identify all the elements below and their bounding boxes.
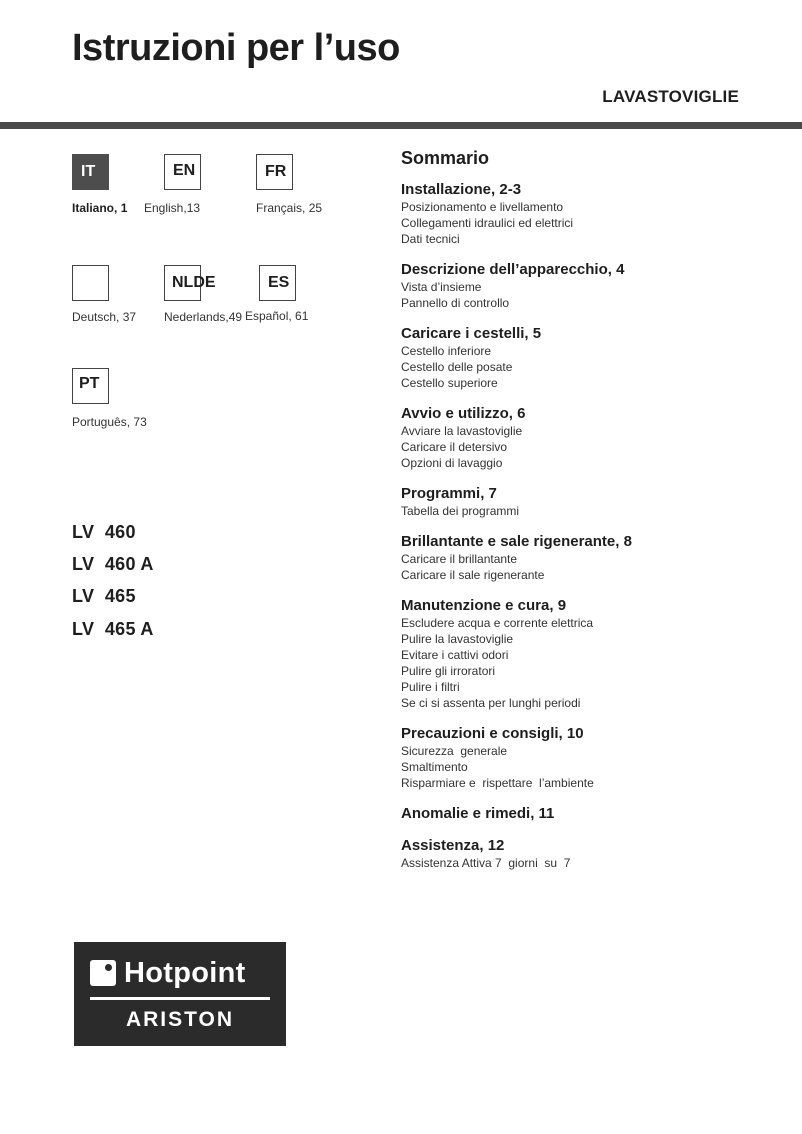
toc-item[interactable]: Se ci si assenta per lunghi periodi bbox=[401, 696, 581, 710]
lang-name: Nederlands, bbox=[164, 310, 229, 324]
toc-item[interactable]: Escludere acqua e corrente elettrica bbox=[401, 616, 594, 630]
document-title: Istruzioni per l’uso bbox=[72, 27, 400, 69]
hotpoint-ariston-logo bbox=[74, 942, 286, 1046]
toc-item[interactable]: Caricare il brillantante bbox=[401, 552, 518, 566]
toc-item[interactable]: Collegamenti idraulici ed elettrici bbox=[401, 216, 574, 230]
toc-item[interactable]: Cestello superiore bbox=[401, 376, 498, 390]
lang-box-es[interactable] bbox=[259, 265, 296, 301]
toc-section-title[interactable]: Installazione, 2-3 bbox=[401, 181, 522, 198]
toc-section bbox=[401, 725, 791, 791]
lang-page: 61 bbox=[295, 309, 309, 323]
lang-box-en[interactable] bbox=[164, 154, 201, 190]
lang-box-it[interactable] bbox=[72, 154, 109, 190]
lang-name: Português, bbox=[72, 415, 131, 429]
toc-item[interactable]: Pulire i filtri bbox=[401, 680, 460, 694]
lang-box-de[interactable] bbox=[72, 265, 109, 301]
toc-item[interactable]: Cestello delle posate bbox=[401, 360, 513, 374]
toc-heading: Sommario bbox=[401, 148, 490, 168]
lang-page: 37 bbox=[122, 310, 137, 324]
lang-label-es[interactable] bbox=[245, 309, 308, 323]
toc-section-title[interactable]: Precauzioni e consigli, 10 bbox=[401, 725, 584, 742]
lang-page: 73 bbox=[133, 415, 147, 429]
lang-code: EN bbox=[173, 162, 196, 179]
toc-section-title[interactable]: Avvio e utilizzo, 6 bbox=[401, 405, 526, 422]
toc-item[interactable]: Risparmiare e rispettare l’ambiente bbox=[401, 776, 594, 790]
lang-page: 13 bbox=[186, 201, 201, 215]
lang-code: PT bbox=[79, 375, 100, 392]
toc-section-title[interactable]: Anomalie e rimedi, 11 bbox=[401, 805, 555, 822]
toc-item[interactable]: Caricare il detersivo bbox=[401, 440, 508, 454]
toc-section bbox=[401, 597, 791, 711]
toc-item[interactable]: Pulire la lavastoviglie bbox=[401, 632, 514, 646]
lang-code: IT bbox=[81, 163, 96, 180]
toc-section-title[interactable]: Descrizione dell’apparecchio, 4 bbox=[401, 261, 625, 278]
lang-label-pt[interactable] bbox=[72, 415, 147, 429]
lang-label-nl[interactable] bbox=[164, 310, 242, 324]
hotpoint-square-icon bbox=[90, 960, 116, 986]
lang-name: Deutsch, bbox=[72, 310, 120, 324]
toc-section bbox=[401, 533, 791, 583]
toc-section bbox=[401, 485, 791, 519]
toc-item[interactable]: Cestello inferiore bbox=[401, 344, 492, 358]
model-name: LV 465 A bbox=[72, 619, 154, 639]
logo-sub-brand: ARISTON bbox=[125, 1008, 235, 1031]
toc-item[interactable]: Vista d’insieme bbox=[401, 280, 482, 294]
lang-name: Español, bbox=[245, 309, 292, 323]
header-divider bbox=[0, 122, 802, 129]
model-name: LV 465 bbox=[72, 586, 136, 606]
logo-brand-row bbox=[90, 956, 246, 990]
lang-label-fr[interactable] bbox=[256, 201, 322, 215]
toc-section bbox=[401, 261, 791, 311]
toc-section-title[interactable]: Brillantante e sale rigenerante, 8 bbox=[401, 533, 632, 550]
lang-name: English, bbox=[144, 201, 187, 215]
table-of-contents bbox=[401, 147, 791, 885]
toc-section bbox=[401, 805, 791, 823]
lang-box-fr[interactable] bbox=[256, 154, 293, 190]
toc-item[interactable]: Tabella dei programmi bbox=[401, 504, 520, 518]
toc-item[interactable]: Evitare i cattivi odori bbox=[401, 648, 509, 662]
toc-section bbox=[401, 837, 791, 871]
toc-item[interactable]: Assistenza Attiva 7 giorni su 7 bbox=[401, 856, 571, 870]
toc-section bbox=[401, 405, 791, 471]
lang-label-en[interactable] bbox=[144, 201, 200, 215]
lang-box-pt[interactable] bbox=[72, 368, 109, 404]
model-name: LV 460 A bbox=[72, 554, 154, 574]
model-name: LV 460 bbox=[72, 522, 136, 542]
lang-name: Français, bbox=[256, 201, 306, 215]
toc-item[interactable]: Dati tecnici bbox=[401, 232, 460, 246]
toc-item[interactable]: Sicurezza generale bbox=[401, 744, 508, 758]
product-type: LAVASTOVIGLIE bbox=[602, 87, 739, 106]
lang-code: NLDE bbox=[172, 274, 216, 291]
toc-item[interactable]: Posizionamento e livellamento bbox=[401, 200, 564, 214]
lang-page: 49 bbox=[228, 310, 243, 324]
toc-sections bbox=[401, 181, 791, 871]
toc-section bbox=[401, 325, 791, 391]
toc-item[interactable]: Pannello di controllo bbox=[401, 296, 510, 310]
toc-section bbox=[401, 181, 791, 247]
lang-code: FR bbox=[265, 163, 287, 180]
toc-item[interactable]: Pulire gli irroratori bbox=[401, 664, 496, 678]
lang-page: 1 bbox=[120, 201, 128, 215]
toc-section-title[interactable]: Caricare i cestelli, 5 bbox=[401, 325, 542, 342]
lang-box-nl[interactable] bbox=[164, 265, 216, 301]
logo-divider bbox=[90, 997, 270, 1000]
lang-code: ES bbox=[268, 274, 290, 291]
lang-page: 25 bbox=[308, 201, 323, 215]
toc-item[interactable]: Smaltimento bbox=[401, 760, 468, 774]
toc-section-title[interactable]: Manutenzione e cura, 9 bbox=[401, 597, 567, 614]
toc-section-title[interactable]: Assistenza, 12 bbox=[401, 837, 505, 854]
toc-item[interactable]: Opzioni di lavaggio bbox=[401, 456, 503, 470]
lang-label-it[interactable] bbox=[72, 201, 127, 215]
toc-section-title[interactable]: Programmi, 7 bbox=[401, 485, 497, 502]
logo-brand-name: Hotpoint bbox=[124, 957, 246, 989]
toc-item[interactable]: Caricare il sale rigenerante bbox=[401, 568, 545, 582]
toc-item[interactable]: Avviare la lavastoviglie bbox=[401, 424, 523, 438]
lang-label-de[interactable] bbox=[72, 310, 136, 324]
lang-name: Italiano, bbox=[72, 201, 118, 215]
